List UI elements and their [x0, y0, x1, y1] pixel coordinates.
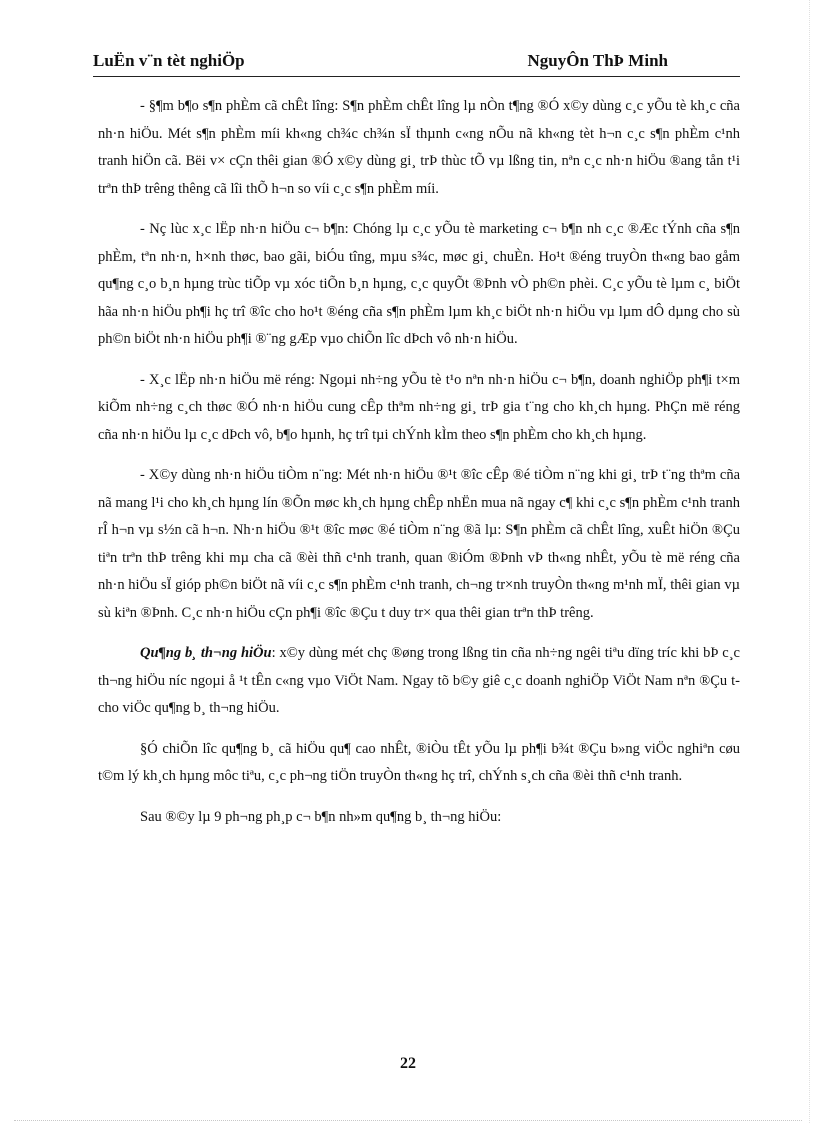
page-bottom-divider — [14, 1120, 802, 1121]
page-number: 22 — [400, 1055, 416, 1072]
paragraph-brand-promotion — [98, 640, 740, 723]
paragraph-basic-brand: - Nç lùc x¸c lËp nh·n hiÖu c¬ b¶n: Chóng lµ c¸c yÕu tè marketing c¬ b¶n nh c¸c ®Æc tÝnh cña s¶n phÈm, tªn nh·n, h×nh thøc, bao gãi, biÓu tîng, mµu s¾c, møc gi¸ chuÈn. Ho¹t ®éng truyÒn th«ng bao gåm qu¶ng c¸o b¸n hµng trùc tiÕp vµ xóc tiÕn b¸n hµng, c¸c quyÕt ®Þnh vÒ ph©n phèi. C¸c yÕu tè lµm c¸ biÖt hãa nh·n hiÖu ph¶i hç trî ®îc cho ho¹t ®éng cña s¶n phÈm lµm kh¸c biÖt nh·n hiÖu vµ lµm dÔ dµng cho sù ph©n biÖt nh·n hiÖu ph¶i ®¨ng gÆp vµo chiÕn lîc dÞch vô nh·n hiÖu. — [98, 221, 740, 347]
document-body — [98, 93, 740, 842]
page-right-edge — [809, 0, 810, 1123]
paragraph-quality-product: - §¶m b¶o s¶n phÈm cã chÊt lîng: S¶n phÈm chÊt lîng lµ nÒn t¶ng ®Ó x©y dùng c¸c yÕu tè kh¸c cña nh·n hiÖu. Mét s¶n phÈm míi kh«ng ch¾c ch¾n sÏ thµnh c«ng nÕu nã kh«ng tèt h¬n c¸c s¶n phÈm c¹nh tranh hiÖn cã. Bëi v× cÇn thêi gian ®Ó x©y dùng gi¸ trÞ thùc tÕ vµ lßng tin, nªn c¸c nh·n hiÖu ®ang tån t¹i trªn thÞ trêng thêng cã lîi thÕ h¬n so víi c¸c s¶n phÈm míi. — [98, 98, 740, 197]
page-header — [93, 48, 740, 77]
brand-promotion-heading: Qu¶ng b¸ th¬ng hiÖu — [140, 645, 272, 661]
paragraph-methods-intro: Sau ®©y lµ 9 ph¬ng ph¸p c¬ b¶n nh»m qu¶ng b¸ th¬ng hiÖu: — [140, 808, 502, 825]
thesis-title: LuËn v¨n tèt nghiÖp — [93, 51, 245, 70]
paragraph-potential-brand: - X©y dùng nh·n hiÖu tiÒm n¨ng: Mét nh·n hiÖu ®¹t ®îc cÊp ®é tiÒm n¨ng khi gi¸ trÞ t¨ng thªm cña nã mang l¹i cho kh¸ch hµng lín ®Õn møc kh¸ch hµng chÊp nhËn mua nã ngay c¶ khi c¸c s¶n phÈm c¹nh tranh rÎ h¬n vµ s½n cã h¬n. Nh·n hiÖu ®¹t ®îc møc ®é tiÒm n¨ng ®ã lµ: S¶n phÈm cã chÊt lîng, xuÊt hiÖn ®Çu tiªn trªn thÞ trêng khi mµ cha cã ®èi thñ c¹nh tranh, quan ®iÓm ®Þnh vÞ th«ng nhÊt, yÕu tè më réng cña nh·n hiÖu sÏ gióp ph©n biÖt nã víi c¸c s¶n phÈm c¹nh tranh, ch¬ng tr×nh truyÒn th«ng m¹nh mÏ, thêi gian vµ sù kiªn ®Þnh. C¸c nh·n hiÖu cÇn ph¶i ®îc ®Çu t duy tr× qua thêi gian trªn thÞ trêng. — [98, 467, 740, 621]
paragraph-extended-brand: - X¸c lËp nh·n hiÖu më réng: Ngoµi nh÷ng yÕu tè t¹o nªn nh·n hiÖu c¬ b¶n, doanh nghiÖp ph¶i t×m kiÕm nh÷ng c¸ch thøc ®Ó nh·n hiÖu cung cÊp thªm nh÷ng gi¸ trÞ gia t¨ng cho kh¸ch hµng. PhÇn më réng cña nh·n hiÖu lµ c¸c dÞch vô, b¶o hµnh, hç trî tµi chÝnh kÌm theo s¶n phÈm cho kh¸ch hµng. — [98, 371, 740, 443]
brand-promotion-text: : x©y dùng mét chç ®øng trong lßng tin cña nh÷ng ngêi tiªu dïng tríc khi bÞ c¸c th¬ng hiÖu níc ngoµi å ¹t tÊn c«ng vµo ViÖt Nam. Ngay tõ b©y giê c¸c doanh nghiÖp ViÖt Nam nªn ®Çu t cho viÖc qu¶ng b¸ th¬ng hiÖu. — [98, 645, 740, 716]
author-name: NguyÔn ThÞ Minh — [527, 51, 668, 70]
paragraph-promotion-strategy: §Ó chiÕn lîc qu¶ng b¸ cã hiÖu qu¶ cao nhÊt, ®iÒu tÊt yÕu lµ ph¶i b¾t ®Çu b»ng viÖc nghiªn cøu t©m lý kh¸ch hµng môc tiªu, c¸c ph¬ng tiÖn truyÒn th«ng hç trî, chÝnh s¸ch cña ®èi thñ c¹nh tranh. — [98, 740, 740, 784]
